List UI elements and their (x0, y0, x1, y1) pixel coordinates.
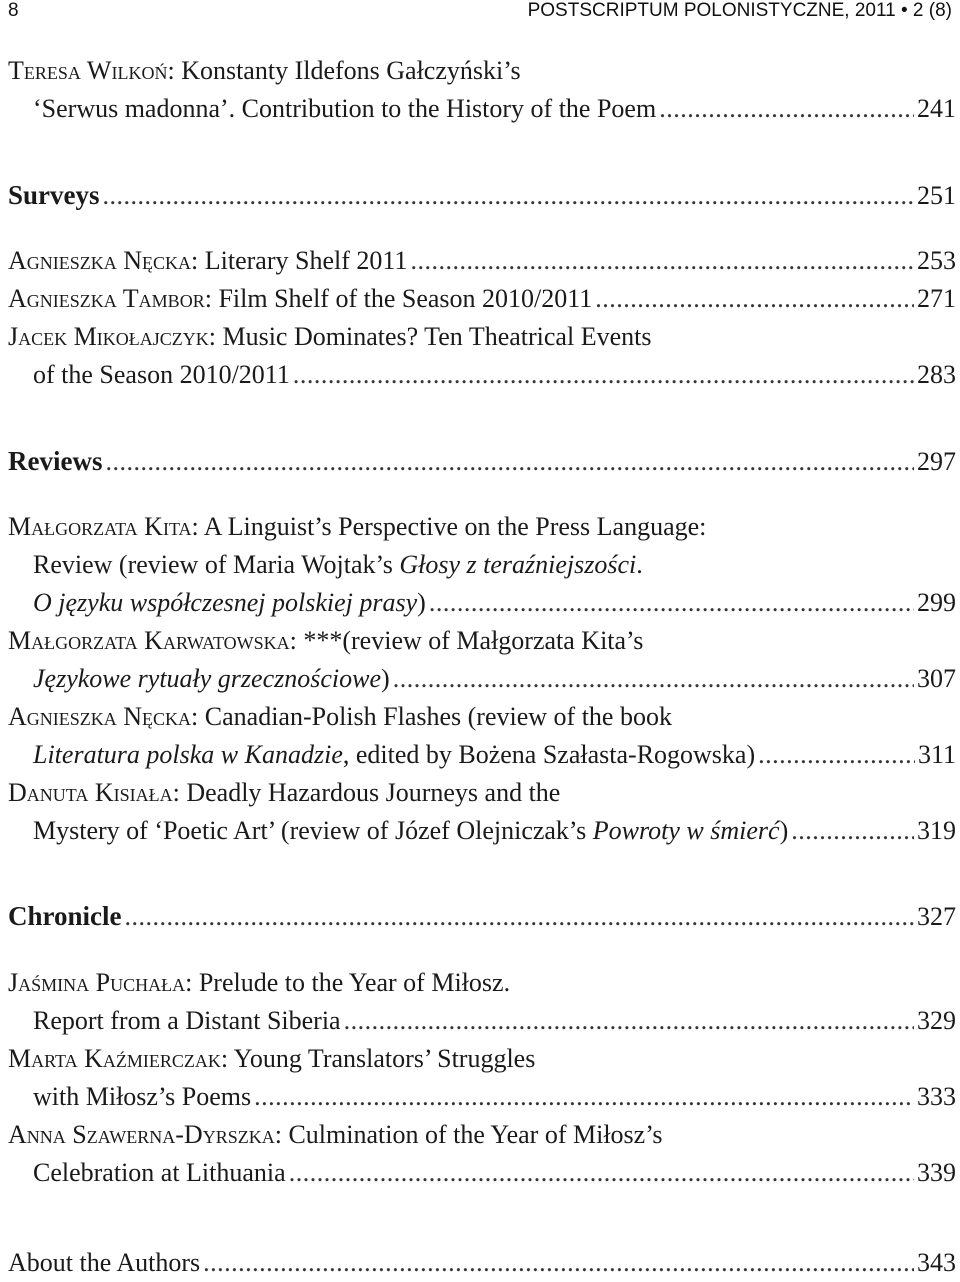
toc-author: Jaśmina Puchała (8, 968, 186, 997)
toc-entry-line (33, 660, 956, 698)
toc-entry-mikolajczyk: Jacek Mikołajczyk: Music Dominates? Ten Theatrical Events (8, 322, 652, 351)
leader-dots (203, 1244, 914, 1282)
toc-title: of the Season 2010/2011 (33, 360, 290, 389)
book-title: O języku współczesnej polskiej prasy (33, 588, 418, 617)
toc-title: with Miłosz’s Poems (33, 1082, 252, 1111)
leader-dots (595, 280, 914, 318)
toc-page-number: 241 (917, 94, 956, 123)
toc-entry-kita: Małgorzata Kita: A Linguist’s Perspective on the Press Language: (8, 512, 707, 541)
section-heading: Surveys (8, 180, 100, 210)
leader-dots (393, 660, 914, 698)
toc-entry-line (33, 812, 956, 850)
toc-title: Review (review of Maria Wojtak’s (33, 550, 400, 579)
toc-entry-line (33, 736, 956, 774)
book-title: Głosy z teraźniejszości (399, 550, 637, 579)
toc-author: Teresa Wilkoń (8, 56, 168, 85)
toc-title: Canadian-Polish Flashes (review of the book (204, 702, 672, 731)
leader-dots (659, 90, 914, 128)
punctuation: ) (381, 664, 390, 693)
toc-title: Deadly Hazardous Journeys and the (186, 778, 561, 807)
toc-page-number: 311 (917, 740, 956, 769)
running-header (0, 0, 960, 26)
toc-page-number: 319 (917, 816, 956, 845)
section-heading: About the Authors (8, 1248, 201, 1277)
toc-page-number: 253 (917, 246, 956, 275)
toc-title: Film Shelf of the Season 2010/2011 (218, 284, 593, 313)
toc-author: Agnieszka Nęcka (8, 246, 192, 275)
toc-entry-line (33, 1002, 956, 1040)
section-chronicle (8, 897, 956, 935)
punctuation: ) (779, 816, 789, 845)
toc-title: Prelude to the Year of Miłosz. (198, 968, 511, 997)
toc-author: Agnieszka Tambor (8, 284, 205, 313)
toc-entry-line (33, 90, 956, 128)
toc-title: Celebration at Lithuania (33, 1158, 286, 1187)
section-heading: Chronicle (8, 901, 122, 931)
toc-entry-puchala: Jaśmina Puchała: Prelude to the Year of Miłosz. (8, 968, 511, 997)
toc-entry-wilkon: Teresa Wilkoń: Konstanty Ildefons Gałczyński’s (8, 56, 521, 85)
leader-dots (105, 443, 914, 481)
page-number: 8 (8, 0, 19, 21)
toc-entry-line (33, 356, 956, 394)
leader-dots (103, 177, 914, 215)
toc-page-number: 271 (917, 284, 956, 313)
toc-page-number: 343 (917, 1248, 956, 1277)
toc-entry-kisiala: Danuta Kisiała: Deadly Hazardous Journeys and the (8, 778, 561, 807)
toc-entry-necka-shelf: Agnieszka Nęcka: Literary Shelf 2011 ..... 253 (8, 242, 956, 280)
toc-page-number: 339 (917, 1158, 956, 1187)
toc-author: Agnieszka Nęcka (8, 702, 192, 731)
book-title: Językowe rytuały grzecznościowe (33, 664, 382, 693)
toc-title: ‘Serwus madonna’. Contribution to the History of the Poem (33, 94, 657, 123)
toc-page-number: 283 (917, 360, 956, 389)
section-reviews (8, 442, 956, 480)
toc-entry-karwatowska: Małgorzata Karwatowska: ***(review of Małgorzata Kita’s (8, 626, 644, 655)
toc-title: Young Translators’ Struggles (233, 1044, 536, 1073)
toc-entry-tambor: Agnieszka Tambor: Film Shelf of the Season 2010/2011 ..... 271 (8, 280, 956, 318)
leader-dots (125, 898, 915, 936)
toc-page-number: 297 (917, 447, 956, 476)
leader-dots (289, 1154, 914, 1192)
toc-author: Marta Kaźmierczak (8, 1044, 221, 1073)
toc-title: Konstanty Ildefons Gałczyński’s (181, 56, 521, 85)
book-title: Powroty w śmierć (592, 816, 780, 845)
toc-title: Report from a Distant Siberia (33, 1006, 341, 1035)
toc-author: Małgorzata Kita (8, 512, 192, 541)
toc-entry-szawerna: Anna Szawerna-Dyrszka: Culmination of the Year of Miłosz’s (8, 1120, 663, 1149)
toc-title: A Linguist’s Perspective on the Press Language: (203, 512, 707, 541)
toc-author: Małgorzata Karwatowska (8, 626, 290, 655)
toc-title: ***(review of Małgorzata Kita’s (303, 626, 644, 655)
section-heading: Reviews (8, 446, 103, 476)
toc-title: Literary Shelf 2011 (204, 246, 408, 275)
toc-page-number: 299 (917, 588, 956, 617)
section-about-authors (8, 1244, 956, 1282)
leader-dots (758, 736, 915, 774)
leader-dots (791, 812, 914, 850)
toc-entry-line (33, 1154, 956, 1192)
leader-dots (293, 356, 914, 394)
toc-page-number: 251 (917, 181, 956, 210)
toc-title: Music Dominates? Ten Theatrical Events (222, 322, 652, 351)
toc-title: Culmination of the Year of Miłosz’s (288, 1120, 663, 1149)
toc-entry-line (33, 584, 956, 622)
leader-dots (344, 1002, 914, 1040)
journal-title: POSTSCRIPTUM POLONISTYCZNE, 2011 • 2 (8) (527, 0, 952, 21)
leader-dots (410, 242, 914, 280)
toc-entry-kazmierczak: Marta Kaźmierczak: Young Translators’ Struggles (8, 1044, 536, 1073)
toc-page-number: 333 (917, 1082, 956, 1111)
book-title: Literatura polska w Kanadzie (33, 740, 343, 769)
toc-title: , edited by Bożena Szałasta-Rogowska) (342, 740, 756, 769)
punctuation: . (636, 550, 643, 579)
toc-author: Jacek Mikołajczyk (8, 322, 209, 351)
toc-entry-line (33, 1078, 956, 1116)
punctuation: ) (417, 588, 426, 617)
toc-author: Danuta Kisiała (8, 778, 173, 807)
leader-dots (429, 584, 914, 622)
leader-dots (254, 1078, 914, 1116)
section-surveys (8, 176, 956, 214)
toc-title: Mystery of ‘Poetic Art’ (review of Józef Olejniczak’s (33, 816, 593, 845)
toc-page-number: 307 (917, 664, 956, 693)
toc-page-number: 329 (917, 1006, 956, 1035)
toc-author: Anna Szawerna-Dyrszka (8, 1120, 275, 1149)
toc-entry-line (33, 546, 956, 584)
toc-page-number: 327 (917, 902, 956, 931)
toc-entry-necka-review: Agnieszka Nęcka: Canadian-Polish Flashes (review of the book (8, 702, 672, 731)
